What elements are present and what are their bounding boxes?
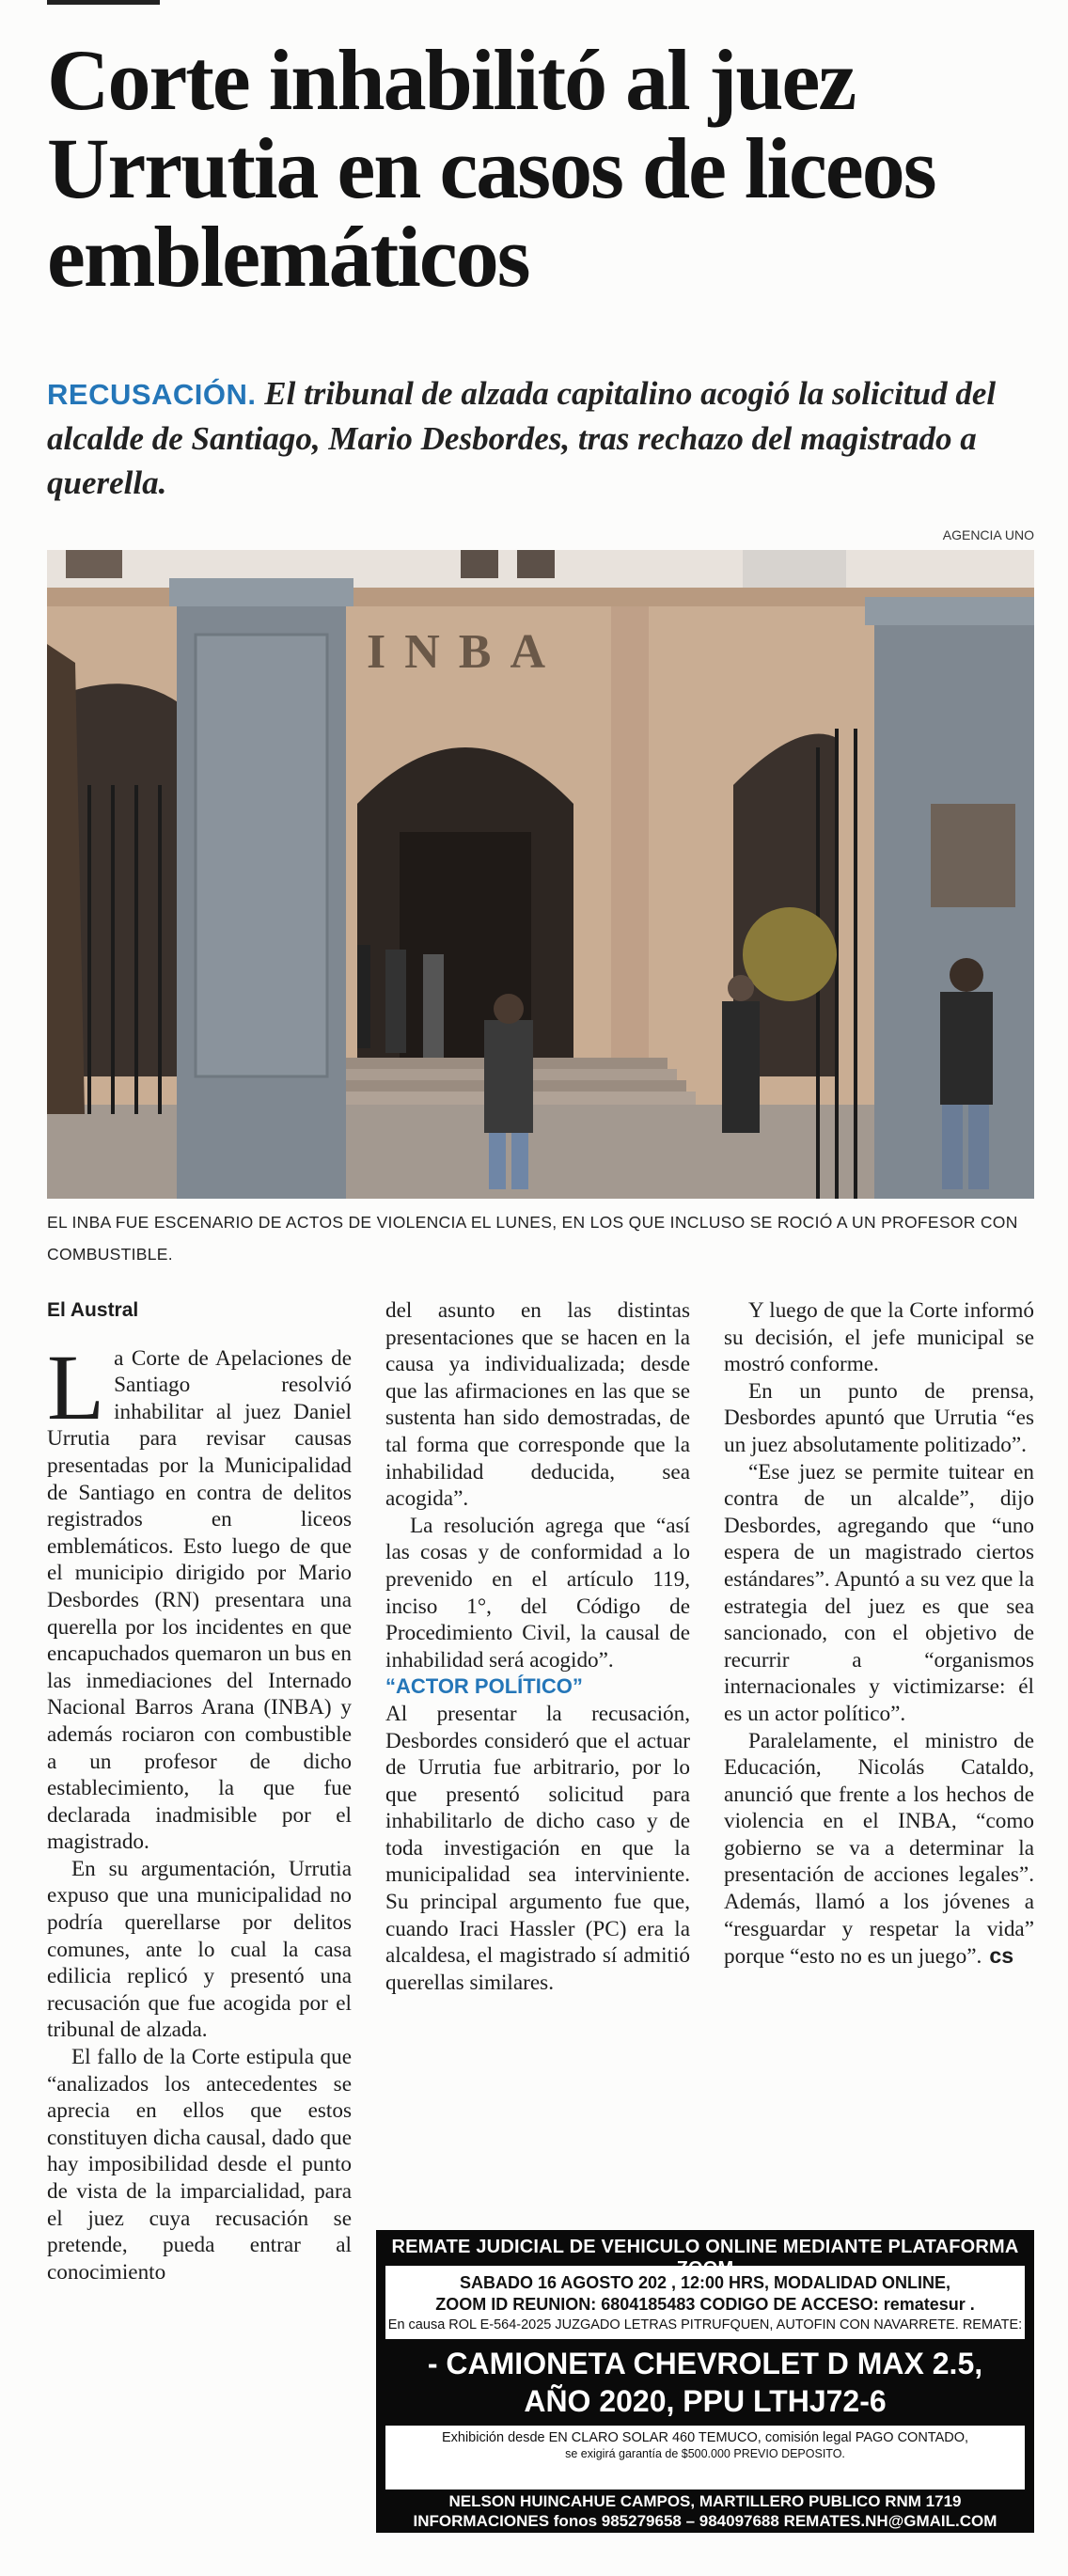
headline: Corte inhabilitó al juez Urrutia en casos de liceos emblemáticos (47, 32, 935, 305)
ad-auctioneer: NELSON HUINCAHUE CAMPOS, MARTILLERO PUBLICO RNM 1719 (448, 2492, 962, 2510)
photo-credit: AGENCIA UNO (942, 527, 1034, 542)
paragraph-9: “Ese juez se permite tuitear en contra de un alcalde”, dijo Desbordes, agregando que “uno espera de un magistrado ciertos estándares”. Apuntó a su vez que la estrategia del juez es que sea sancionado, con el objetivo de recurrir a “organismos internacionales y victimizarse: él es un actor político”. (724, 1459, 1034, 1726)
deck-text: El tribunal de alzada capitalino acogió la solicitud del alcalde de Santiago, Mario Desbordes, tras rechazo del magistrado a querella. (47, 375, 997, 501)
paragraph-7: Y luego de que la Corte informó su decisión, el jefe municipal se mostró conforme. (724, 1298, 1034, 1377)
news-photo (47, 550, 1034, 1199)
inba-building-illustration (47, 550, 1034, 1199)
photo-caption: EL INBA FUE ESCENARIO DE ACTOS DE VIOLENCIA EL LUNES, EN LOS QUE INCLUSO SE ROCIÓ A UN PROFESOR CON COMBUSTIBLE. (47, 1213, 1018, 1264)
column-3 (724, 1297, 1034, 1971)
paragraph-10-text: Paralelamente, el ministro de Educación, Nicolás Cataldo, anunció que frente a los hechos de violencia en el INBA, “como gobierno se va a determinar la presentación de acciones legales”. Además, llamó a los jóvenes a “resguardar y respetar la vida” porque “esto no es un juego”. (724, 1728, 1034, 1970)
paragraph-1 (47, 1334, 352, 1856)
top-rule (47, 0, 160, 5)
inba-sign (367, 625, 564, 679)
paragraph-4: del asunto en las distintas presentaciones que se hacen en la causa ya individualizada; desde que las afirmaciones en las que se sustenta han sido demostradas, de tal forma que corresponde que la inhabilidad deducida, sea acogida”. (385, 1298, 690, 1512)
drop-cap: L (47, 1334, 105, 1439)
ad-header: REMATE JUDICIAL DE VEHICULO ONLINE MEDIANTE PLATAFORMA (391, 2237, 1019, 2257)
column-2 (385, 1297, 690, 1996)
paragraph-1-text: a Corte de Apelaciones de Santiago resolvió inhabilitar al juez Daniel Urrutia para revisar causas presentadas por la Municipalidad de Santiago en contra de delitos registrados en liceos emblemáticos. Esto luego de que el municipio dirigido por Mario Desbordes (RN) presentara una querella por los incidentes en que encapuchados quemaron un bus en las inmediaciones del Internado Nacional Barros Arana (INBA) y además rociaron con combustible a un profesor de dicho establecimiento, la que fue declarada inadmisible por el magistrado. (47, 1345, 352, 1855)
byline: El Austral (47, 1299, 139, 1321)
ad-body (385, 2266, 1025, 2490)
ad-exhibition-line: Exhibición desde EN CLARO SOLAR 460 TEMUCO, comisión legal PAGO CONTADO, (441, 2430, 969, 2445)
paragraph-6: Al presentar la recusación, Desbordes consideró que el actuar de Urrutia fue arbitrario, por lo que presentó solicitud para inhabilitarlo de dicho caso y de toda investigación en que la municipalidad sea interviniente. Su principal argumento fue que, cuando Iraci Hassler (PC) era la alcaldesa, el magistrado sí admitió querellas similares. (385, 1701, 690, 1995)
ad-guarantee-line: se exigirá garantía de $500.000 PREVIO DEPOSITO. (565, 2447, 845, 2460)
deck (47, 371, 997, 505)
deck-kicker: RECUSACIÓN. (47, 378, 257, 411)
ad-case-line: En causa ROL E-564-2025 JUZGADO LETRAS PITRUFQUEN, AUTOFIN CON NAVARRETE. REMATE: (387, 2317, 1023, 2333)
paragraph-8: En un punto de prensa, Desbordes apuntó que Urrutia “es un juez absolutamente politizado”. (724, 1378, 1034, 1457)
ad-footer (376, 2491, 1034, 2531)
paragraph-3: El fallo de la Corte estipula que “analizados los antecedentes se aprecia en ellos que estos constituyen dicha causal, dado que hay imposibilidad desde el punto de vista de la imparcialidad, para el juez cuya recusación se pretende, pueda entrar al conocimiento (47, 2045, 352, 2285)
ad-vehicle-line-2: AÑO 2020, PPU LTHJ72-6 (524, 2384, 887, 2418)
subhead-actor-politico: “ACTOR POLÍTICO” (385, 1674, 583, 1699)
paragraph-5: La resolución agrega que “así las cosas y de conformidad a lo prevenido en el artículo 119, inciso 1°, del Código de Procedimiento Civil, la causal de inhabilidad será acogido”. (385, 1513, 690, 1673)
ad-vehicle-line-1: - CAMIONETA CHEVROLET D MAX 2.5, (427, 2347, 983, 2380)
paragraph-10 (724, 1728, 1034, 1971)
ad-vehicle-banner (385, 2339, 1025, 2426)
ad-zoom-line: ZOOM ID REUNION: 6804185483 CODIGO DE ACCESO: rematesur . (435, 2295, 975, 2314)
end-mark: cs (989, 1943, 1014, 1969)
ad-contact: INFORMACIONES fonos 985279658 – 984097688 REMATES.NH@GMAIL.COM (413, 2512, 997, 2530)
ad-date-line: SABADO 16 AGOSTO 202 , 12:00 HRS, MODALIDAD ONLINE, (459, 2273, 951, 2292)
column-1 (47, 1297, 352, 2285)
paragraph-2: En su argumentación, Urrutia expuso que una municipalidad no podría querellarse por delitos comunes, ante lo cual la casa edilicia replicó y presentó una recusación que fue acogida por el tribunal de alzada. (47, 1856, 352, 2043)
svg-text:INBA: INBA (366, 625, 565, 679)
auction-advertisement (376, 2230, 1034, 2533)
